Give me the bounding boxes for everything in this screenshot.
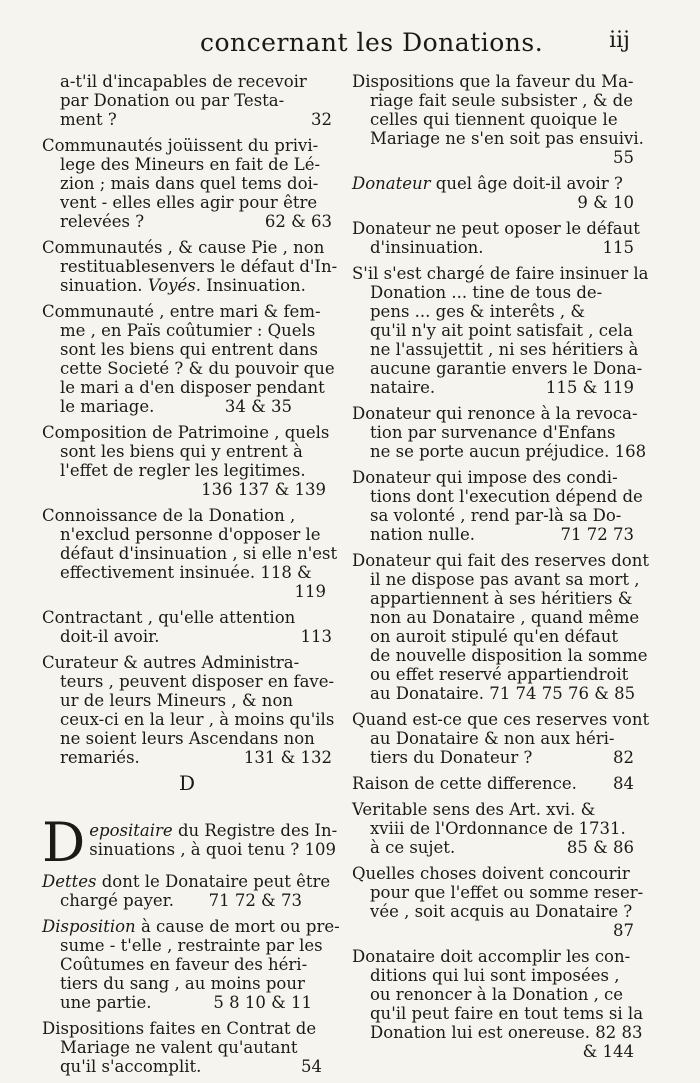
entry-line bbox=[352, 684, 640, 703]
entry-line: qu'il n'y ait point satisfait , cela bbox=[370, 321, 633, 340]
page-reference: 55 bbox=[613, 148, 634, 167]
entry-line: Coûtumes en faveur des héri- bbox=[60, 955, 308, 974]
entry-line bbox=[352, 838, 640, 857]
entry-line: Donateur qui renonce à la revoca- bbox=[352, 404, 638, 423]
entry-line: me , en Païs coûtumier : Quels bbox=[60, 321, 316, 340]
page-number: iij bbox=[609, 28, 630, 53]
index-entry bbox=[352, 219, 640, 257]
index-entry bbox=[352, 864, 644, 940]
entry-text: sinuation. bbox=[60, 276, 143, 295]
page-reference: 71 72 73 bbox=[560, 525, 634, 544]
entry-text: quel âge doit-il avoir ? bbox=[435, 174, 623, 193]
entry-text: à cause de mort ou pre- bbox=[140, 917, 340, 936]
entry-text: nation nulle. bbox=[370, 525, 475, 544]
entry-text: Raison de cette difference. bbox=[352, 774, 577, 793]
page-reference: 62 & 63 bbox=[264, 212, 332, 231]
entry-line: il ne dispose pas avant sa mort , bbox=[370, 570, 640, 589]
entry-line: Communauté , entre mari & fem- bbox=[42, 302, 321, 321]
entry-keyword: Disposition bbox=[42, 917, 136, 936]
entry-line: Donateur ne peut oposer le défaut bbox=[352, 219, 640, 238]
page-reference: 131 & 132 bbox=[243, 748, 332, 767]
entry-keyword: Donateur bbox=[352, 174, 431, 193]
index-entry bbox=[42, 608, 332, 646]
entry-line: Composition de Patrimoine , quels bbox=[42, 423, 330, 442]
index-entry bbox=[42, 238, 338, 295]
index-entry bbox=[42, 1019, 332, 1076]
entry-line: Quelles choses doivent concourir bbox=[352, 864, 630, 883]
entry-text: nataire. bbox=[370, 378, 436, 397]
entry-text: une partie. bbox=[60, 993, 152, 1012]
entry-line: ditions qui lui sont imposées , bbox=[370, 966, 620, 985]
entry-line: sume - t'elle , restrainte par les bbox=[60, 936, 323, 955]
entry-line: qu'il peut faire en tout tems si la bbox=[370, 1004, 644, 1023]
entry-line: Connoissance de la Donation , bbox=[42, 506, 296, 525]
entry-line bbox=[42, 1057, 332, 1076]
entry-line bbox=[42, 748, 332, 767]
entry-text: doit-il avoir. bbox=[60, 627, 160, 646]
entry-line: au Donataire & non aux héri- bbox=[370, 729, 615, 748]
entry-line: aucune garantie envers le Dona- bbox=[370, 359, 643, 378]
index-entry bbox=[352, 174, 640, 212]
entry-line: Communautés joüissent du privi- bbox=[42, 136, 319, 155]
page-reference: 5 8 10 & 11 bbox=[213, 993, 312, 1012]
entry-line: ou effet reservé appartiendroit bbox=[370, 665, 629, 684]
entry-line: tion par survenance d'Enfans bbox=[370, 423, 616, 442]
entry-text: au Donataire. bbox=[370, 684, 484, 703]
entry-line: Curateur & autres Administra- bbox=[42, 653, 300, 672]
entry-line: appartiennent à ses héritiers & bbox=[370, 589, 633, 608]
entry-line bbox=[42, 110, 332, 129]
entry-line bbox=[352, 378, 640, 397]
page-reference: 82 bbox=[613, 748, 634, 767]
entry-line: tiers du sang , au moins pour bbox=[60, 974, 305, 993]
index-entry bbox=[352, 774, 640, 793]
index-entry bbox=[352, 404, 647, 461]
index-entry bbox=[42, 136, 332, 231]
entry-line: ur de leurs Mineurs , & non bbox=[60, 691, 293, 710]
entry-line: zion ; mais dans quel tems doi- bbox=[60, 174, 319, 193]
entry-line bbox=[352, 525, 640, 544]
page-reference: 87 bbox=[613, 921, 634, 940]
entry-line: ceux-ci en la leur , à moins qu'ils bbox=[60, 710, 335, 729]
entry-line: S'il s'est chargé de faire insinuer la bbox=[352, 264, 649, 283]
index-entry bbox=[42, 72, 332, 129]
entry-line: Dispositions que la faveur du Ma- bbox=[352, 72, 634, 91]
page-reference: 9 & 10 bbox=[577, 193, 634, 212]
entry-line: cette Societé ? & du pouvoir que bbox=[60, 359, 335, 378]
entry-text: remariés. bbox=[60, 748, 140, 767]
entry-line bbox=[42, 891, 332, 910]
entry-text: tiers du Donateur ? bbox=[370, 748, 533, 767]
entry-line: Donataire doit accomplir les con- bbox=[352, 947, 631, 966]
entry-line: Donateur qui fait des reserves dont bbox=[352, 551, 649, 570]
entry-line bbox=[352, 774, 640, 793]
entry-line: Communautés , & cause Pie , non bbox=[42, 238, 325, 257]
entry-text: du Registre des In- bbox=[177, 821, 338, 840]
index-entry bbox=[42, 506, 338, 601]
entry-line: lege des Mineurs en fait de Lé- bbox=[60, 155, 321, 174]
entry-line bbox=[42, 212, 332, 231]
entry-text: relevées ? bbox=[60, 212, 145, 231]
entry-line: Donateur qui impose des condi- bbox=[352, 468, 618, 487]
entry-line: vée , soit acquis au Donataire ? bbox=[370, 902, 633, 921]
entry-line: de nouvelle disposition la somme bbox=[370, 646, 648, 665]
entry-line: sont les biens qui entrent dans bbox=[60, 340, 318, 359]
entry-line: Mariage ne s'en soit pas ensuivi. bbox=[370, 129, 644, 148]
entry-line: pour que l'effet ou somme reser- bbox=[370, 883, 644, 902]
index-entry bbox=[352, 710, 650, 767]
entry-text: sinuations , à quoi tenu ? bbox=[89, 840, 300, 859]
index-entry bbox=[352, 72, 644, 167]
entry-text: dont le Donataire peut être bbox=[101, 872, 331, 891]
entry-line: xviii de l'Ordonnance de 1731. bbox=[370, 819, 626, 838]
page-reference: & 144 bbox=[582, 1042, 634, 1061]
page-reference: 119 bbox=[294, 582, 326, 601]
page-reference: 85 & 86 bbox=[566, 838, 634, 857]
index-entry bbox=[352, 468, 643, 544]
page-reference: 168 bbox=[614, 442, 647, 461]
index-entry bbox=[352, 947, 644, 1061]
entry-line: ne soient leurs Ascendans non bbox=[60, 729, 315, 748]
entry-line: riage fait seule subsister , & de bbox=[370, 91, 633, 110]
index-entry bbox=[42, 653, 335, 767]
right-column bbox=[352, 72, 650, 1068]
entry-line: Quand est-ce que ces reserves vont bbox=[352, 710, 650, 729]
entry-line: teurs , peuvent disposer en fave- bbox=[60, 672, 335, 691]
index-entry bbox=[42, 302, 335, 416]
drop-cap: D bbox=[42, 811, 86, 874]
entry-line bbox=[42, 627, 332, 646]
entry-line: l'effet de regler les legitimes. bbox=[60, 461, 306, 480]
entry-line: Donation ... tine de tous de- bbox=[370, 283, 603, 302]
entry-line bbox=[42, 276, 332, 295]
index-entry bbox=[42, 872, 332, 910]
entry-line: le mari a d'en disposer pendant bbox=[60, 378, 325, 397]
entry-line bbox=[352, 1023, 643, 1042]
left-column bbox=[42, 72, 340, 1083]
entry-line: tions dont l'execution dépend de bbox=[370, 487, 643, 506]
entry-line: par Donation ou par Testa- bbox=[60, 91, 285, 110]
page-reference: 115 bbox=[602, 238, 634, 257]
entry-line: celles qui tiennent quoique le bbox=[370, 110, 618, 129]
page-reference: 82 83 bbox=[595, 1023, 643, 1042]
entry-text: Insinuation. bbox=[206, 276, 306, 295]
entry-line: pens ... ges & interêts , & bbox=[370, 302, 586, 321]
page-reference: 113 bbox=[300, 627, 332, 646]
entry-line bbox=[42, 993, 332, 1012]
entry-line: sont les biens qui y entrent à bbox=[60, 442, 303, 461]
entry-text: qu'il s'accomplit. bbox=[60, 1057, 202, 1076]
cross-reference: Voyés. bbox=[147, 276, 201, 295]
entry-line bbox=[352, 748, 640, 767]
index-entry bbox=[352, 264, 649, 397]
entry-line: n'exclud personne d'opposer le bbox=[60, 525, 321, 544]
entry-text: ment ? bbox=[60, 110, 117, 129]
page-reference: 54 bbox=[301, 1057, 322, 1076]
entry-text: d'insinuation. bbox=[370, 238, 484, 257]
page-reference: 84 bbox=[613, 774, 634, 793]
index-entry bbox=[42, 811, 338, 874]
entry-line bbox=[42, 811, 338, 874]
entry-line: sa volonté , rend par-là sa Do- bbox=[370, 506, 622, 525]
running-title: concernant les Donations. bbox=[200, 28, 544, 57]
entry-keyword: epositaire bbox=[89, 821, 173, 840]
entry-text: ne se porte aucun préjudice. bbox=[370, 442, 610, 461]
entry-line: a-t'il d'incapables de recevoir bbox=[60, 72, 307, 91]
entry-line bbox=[352, 442, 647, 461]
index-entry bbox=[352, 551, 649, 703]
entry-line: Contractant , qu'elle attention bbox=[42, 608, 296, 627]
page-reference: 71 72 & 73 bbox=[208, 891, 302, 910]
entry-line: défaut d'insinuation , si elle n'est bbox=[60, 544, 338, 563]
entry-line bbox=[352, 238, 640, 257]
index-entry bbox=[42, 917, 340, 1012]
entry-text: chargé payer. bbox=[60, 891, 174, 910]
entry-line: Dispositions faites en Contrat de bbox=[42, 1019, 317, 1038]
entry-keyword: Dettes bbox=[42, 872, 97, 891]
entry-text: Donation lui est onereuse. bbox=[370, 1023, 590, 1042]
entry-line: Mariage ne valent qu'autant bbox=[60, 1038, 298, 1057]
entry-line: Veritable sens des Art. xvi. & bbox=[352, 800, 596, 819]
entry-line: vent - elles elles agir pour être bbox=[60, 193, 318, 212]
entry-line: ne l'assujettit , ni ses héritiers à bbox=[370, 340, 639, 359]
entry-line: ou renoncer à la Donation , ce bbox=[370, 985, 624, 1004]
entry-text: à ce sujet. bbox=[370, 838, 456, 857]
entry-line: on auroit stipulé qu'en défaut bbox=[370, 627, 618, 646]
page-reference: 34 & 35 bbox=[224, 397, 292, 416]
index-entry bbox=[352, 800, 640, 857]
page-reference: 136 137 & 139 bbox=[201, 480, 326, 499]
entry-line: restituablesenvers le défaut d'In- bbox=[60, 257, 338, 276]
entry-line: non au Donataire , quand même bbox=[370, 608, 640, 627]
page-reference: 115 & 119 bbox=[545, 378, 634, 397]
entry-text: le mariage. bbox=[60, 397, 155, 416]
section-letter: D bbox=[178, 771, 196, 795]
entry-line: effectivement insinuée. 118 & bbox=[60, 563, 312, 582]
page-reference: 32 bbox=[311, 110, 332, 129]
entry-line bbox=[42, 397, 332, 416]
index-entry bbox=[42, 423, 332, 499]
page-reference: 71 74 75 76 & 85 bbox=[489, 684, 636, 703]
page-reference: 109 bbox=[304, 840, 337, 859]
